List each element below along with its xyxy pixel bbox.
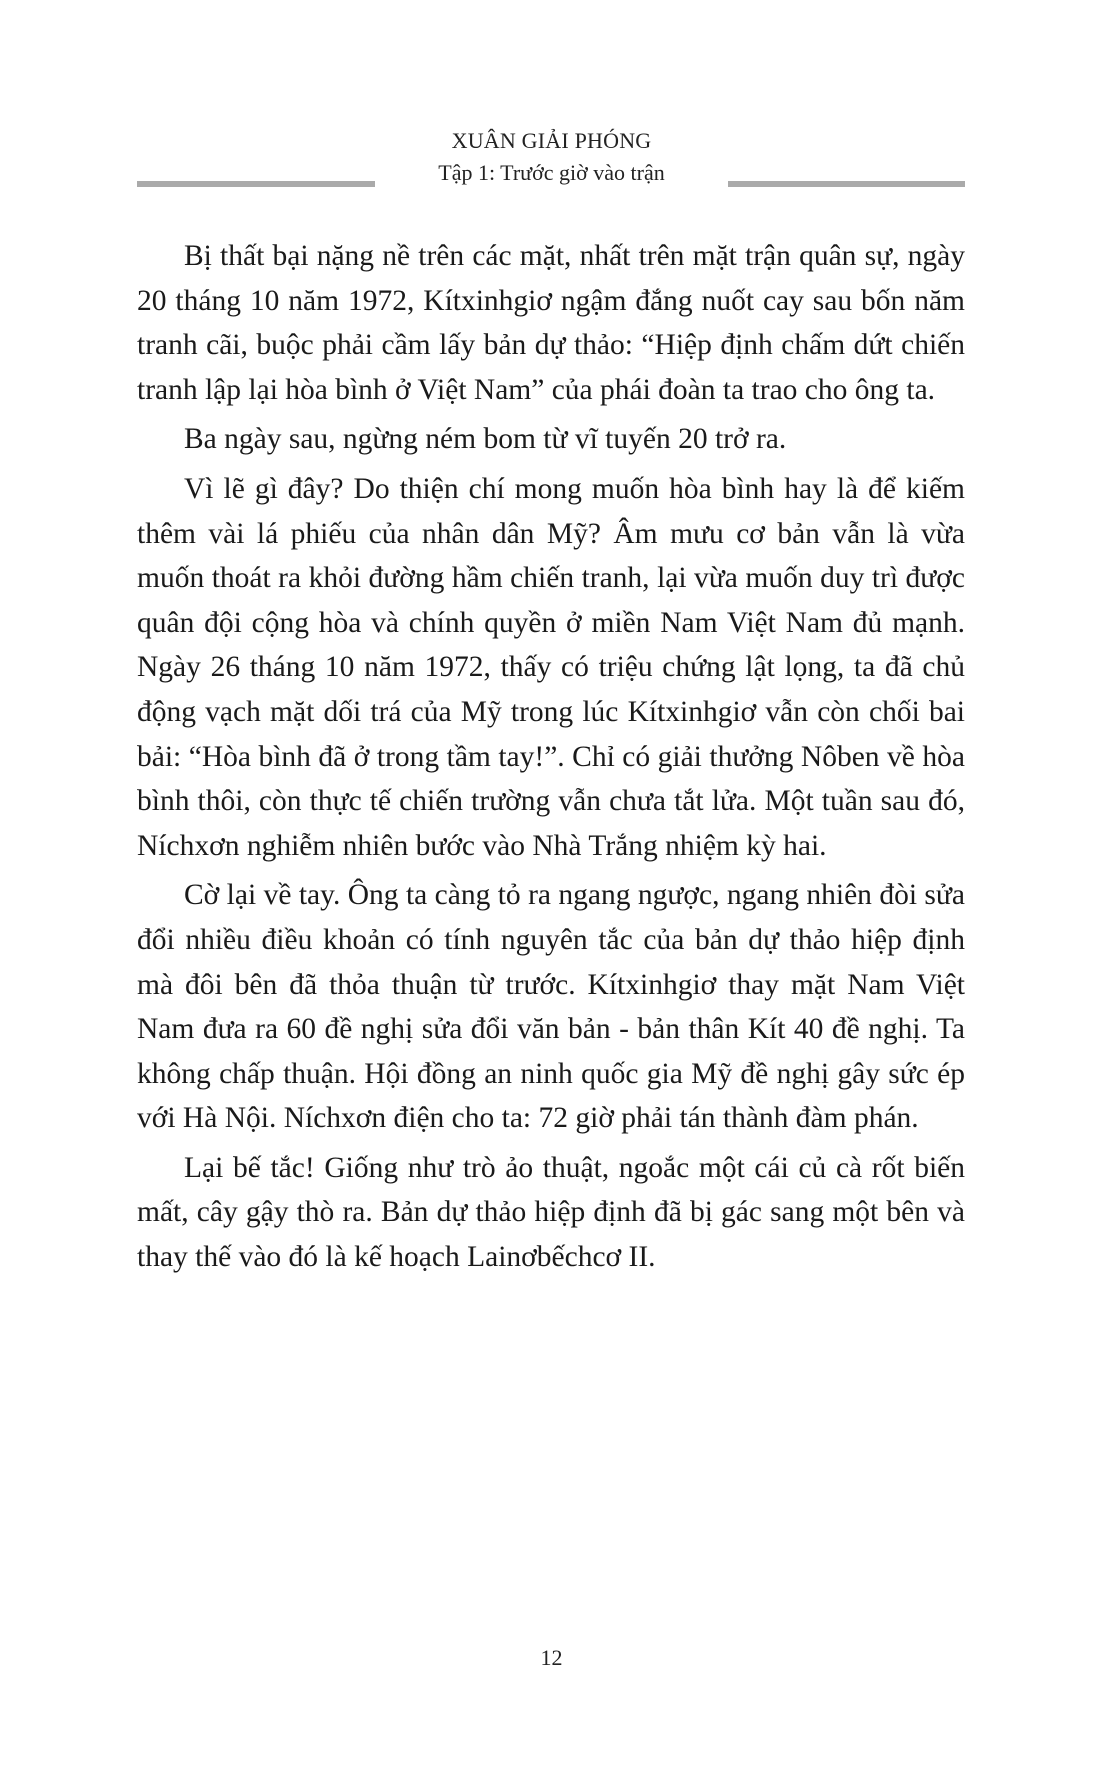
page-number: 12 (540, 1645, 563, 1670)
paragraph: Cờ lại về tay. Ông ta càng tỏ ra ngang ngược, ngang nhiên đòi sửa đổi nhiều điều khoản có tính nguyên tắc của bản dự thảo hiệp định mà đôi bên đã thỏa thuận từ trước. Kítxinhgiơ thay mặt Nam Việt Nam đưa ra 60 đề nghị sửa đổi văn bản - bản thân Kít 40 đề nghị. Ta không chấp thuận. Hội đồng an ninh quốc gia Mỹ đề nghị gây sức ép với Hà Nội. Níchxơn điện cho ta: 72 giờ phải tán thành đàm phán. (137, 879, 965, 1135)
paragraph: Lại bế tắc! Giống như trò ảo thuật, ngoắc một cái củ cà rốt biến mất, cây gậy thò ra. Bản dự thảo hiệp định đã bị gác sang một bên và thay thế vào đó là kế hoạch Lainơbếchcơ II. (137, 1151, 965, 1274)
paragraph: Ba ngày sau, ngừng ném bom từ vĩ tuyến 20 trở ra. (184, 423, 787, 456)
header-rule-right (728, 181, 965, 187)
body-text (137, 234, 965, 1285)
paragraph: Bị thất bại nặng nề trên các mặt, nhất trên mặt trận quân sự, ngày 20 tháng 10 năm 1972, Kítxinhgiơ ngậm đắng nuốt cay sau bốn năm tranh cãi, buộc phải cầm lấy bản dự thảo: “Hiệp định chấm dứt chiến tranh lập lại hòa bình ở Việt Nam” của phái đoàn ta trao cho ông ta. (137, 240, 965, 406)
book-title: XUÂN GIẢI PHÓNG (451, 128, 652, 153)
running-header (0, 128, 1103, 198)
paragraph: Vì lẽ gì đây? Do thiện chí mong muốn hòa bình hay là để kiếm thêm vài lá phiếu của nhân dân Mỹ? Âm mưu cơ bản vẫn là vừa muốn thoát ra khỏi đường hầm chiến tranh, lại vừa muốn duy trì được quân đội cộng hòa và chính quyền ở miền Nam Việt Nam đủ mạnh. Ngày 26 tháng 10 năm 1972, thấy có triệu chứng lật lọng, ta đã chủ động vạch mặt dối trá của Mỹ trong lúc Kítxinhgiơ vẫn còn chối bai bải: “Hòa bình đã ở trong tầm tay!”. Chỉ có giải thưởng Nôben về hòa bình thôi, còn thực tế chiến trường vẫn chưa tắt lửa. Một tuần sau đó, Níchxơn nghiễm nhiên bước vào Nhà Trắng nhiệm kỳ hai. (137, 472, 965, 862)
volume-title: Tập 1: Trước giờ vào trận (438, 160, 665, 185)
